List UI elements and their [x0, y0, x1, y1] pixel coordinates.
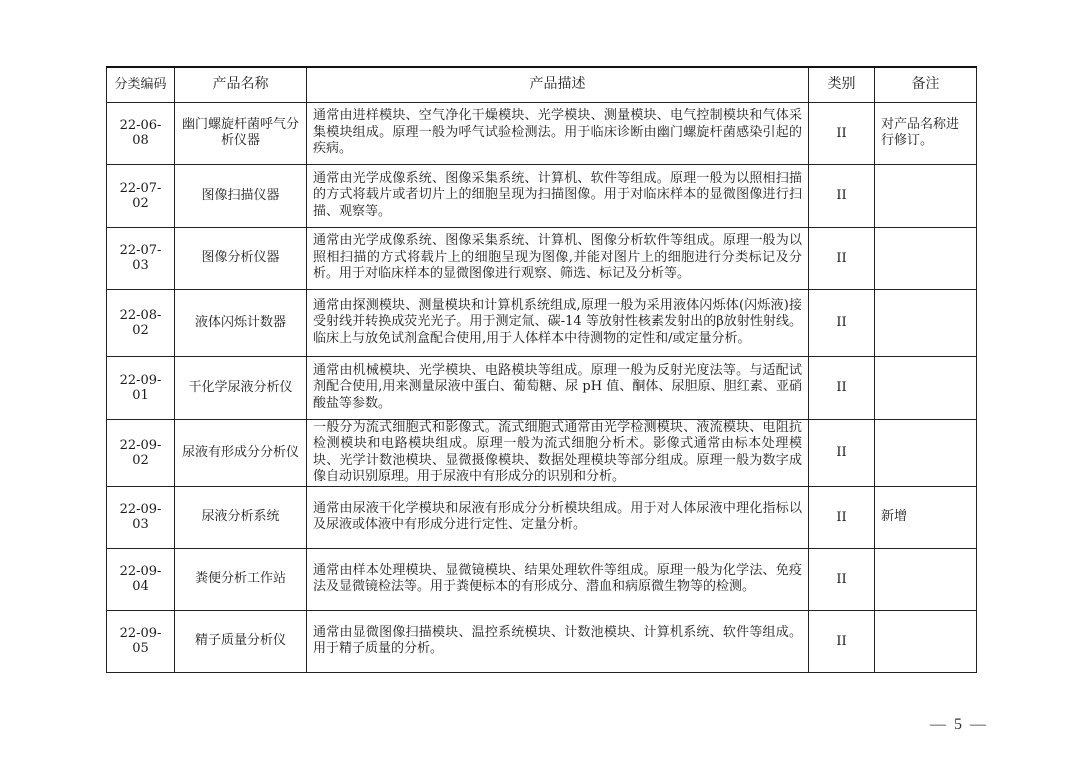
table-row	[107, 164, 977, 227]
row-name: 幽门螺旋杆菌呼气分析仪器	[175, 102, 307, 164]
row-name: 图像扫描仪器	[175, 164, 307, 227]
row-note	[875, 289, 977, 356]
table-row	[107, 356, 977, 419]
row-note	[875, 227, 977, 289]
row-code: 22-09-03	[107, 486, 175, 548]
page-number: — 5 —	[930, 716, 988, 733]
row-code: 22-06-08	[107, 102, 175, 164]
row-category: II	[809, 419, 875, 486]
row-name: 尿液分析系统	[175, 486, 307, 548]
row-category: II	[809, 486, 875, 548]
row-desc: 通常由光学成像系统、图像采集系统、计算机、图像分析软件等组成。原理一般为以照相扫描的方式将载片上的细胞呈现为图像,并能对图片上的细胞进行分类标记及分析。用于对临床样本的显微图像进行观察、筛选、标记及分析等。	[307, 227, 809, 289]
row-name: 精子质量分析仪	[175, 610, 307, 672]
header-category: 类别	[809, 67, 875, 102]
table-row	[107, 289, 977, 356]
row-category: II	[809, 548, 875, 610]
table-row	[107, 227, 977, 289]
header-note: 备注	[875, 67, 977, 102]
row-name: 尿液有形成分分析仪	[175, 419, 307, 486]
row-category: II	[809, 289, 875, 356]
row-note	[875, 164, 977, 227]
row-desc: 通常由探测模块、测量模块和计算机系统组成,原理一般为采用液体闪烁体(闪烁液)接受射线并转换成荧光光子。用于测定氚、碳-14 等放射性核素发射出的β放射性射线。临床上与放免试剂盒配合使用,用于人体样本中待测物的定性和/或定量分析。	[307, 289, 809, 356]
table-header-row	[107, 67, 977, 102]
table-row	[107, 610, 977, 672]
row-name: 粪便分析工作站	[175, 548, 307, 610]
row-category: II	[809, 102, 875, 164]
row-name: 液体闪烁计数器	[175, 289, 307, 356]
row-category: II	[809, 227, 875, 289]
header-desc: 产品描述	[307, 67, 809, 102]
row-note	[875, 356, 977, 419]
table-row	[107, 548, 977, 610]
header-code: 分类编码	[107, 67, 175, 102]
row-code: 22-09-02	[107, 419, 175, 486]
row-desc: 通常由光学成像系统、图像采集系统、计算机、软件等组成。原理一般为以照相扫描的方式将载片或者切片上的细胞呈现为扫描图像。用于对临床样本的显微图像进行扫描、观察等。	[307, 164, 809, 227]
row-note: 新增	[875, 486, 977, 548]
row-code: 22-07-03	[107, 227, 175, 289]
row-desc: 通常由机械模块、光学模块、电路模块等组成。原理一般为反射光度法等。与适配试剂配合使用,用来测量尿液中蛋白、葡萄糖、尿 pH 值、酮体、尿胆原、胆红素、亚硝酸盐等参数。	[307, 356, 809, 419]
row-name: 干化学尿液分析仪	[175, 356, 307, 419]
row-desc: 通常由进样模块、空气净化干燥模块、光学模块、测量模块、电气控制模块和气体采集模块组成。原理一般为呼气试验检测法。用于临床诊断由幽门螺旋杆菌感染引起的疾病。	[307, 102, 809, 164]
row-code: 22-09-01	[107, 356, 175, 419]
table-row	[107, 419, 977, 486]
row-code: 22-09-04	[107, 548, 175, 610]
row-category: II	[809, 164, 875, 227]
row-category: II	[809, 356, 875, 419]
table-row	[107, 102, 977, 164]
row-note	[875, 610, 977, 672]
row-code: 22-08-02	[107, 289, 175, 356]
row-desc: 通常由显微图像扫描模块、温控系统模块、计数池模块、计算机系统、软件等组成。用于精子质量的分析。	[307, 610, 809, 672]
row-desc: 一般分为流式细胞式和影像式。流式细胞式通常由光学检测模块、液流模块、电阻抗检测模块和电路模块组成。原理一般为流式细胞分析术。影像式通常由标本处理模块、光学计数池模块、显微摄像模块、数据处理模块等部分组成。原理一般为数字成像自动识别原理。用于尿液中有形成分的识别和分析。	[307, 419, 809, 486]
catalog-table	[106, 66, 977, 673]
row-note: 对产品名称进行修订。	[875, 102, 977, 164]
row-desc: 通常由尿液干化学模块和尿液有形成分分析模块组成。用于对人体尿液中理化指标以及尿液或体液中有形成分进行定性、定量分析。	[307, 486, 809, 548]
table-row	[107, 486, 977, 548]
row-category: II	[809, 610, 875, 672]
row-desc: 通常由样本处理模块、显微镜模块、结果处理软件等组成。原理一般为化学法、免疫法及显微镜检法等。用于粪便标本的有形成分、潜血和病原微生物等的检测。	[307, 548, 809, 610]
row-note	[875, 419, 977, 486]
row-code: 22-09-05	[107, 610, 175, 672]
header-name: 产品名称	[175, 67, 307, 102]
row-note	[875, 548, 977, 610]
row-code: 22-07-02	[107, 164, 175, 227]
row-name: 图像分析仪器	[175, 227, 307, 289]
